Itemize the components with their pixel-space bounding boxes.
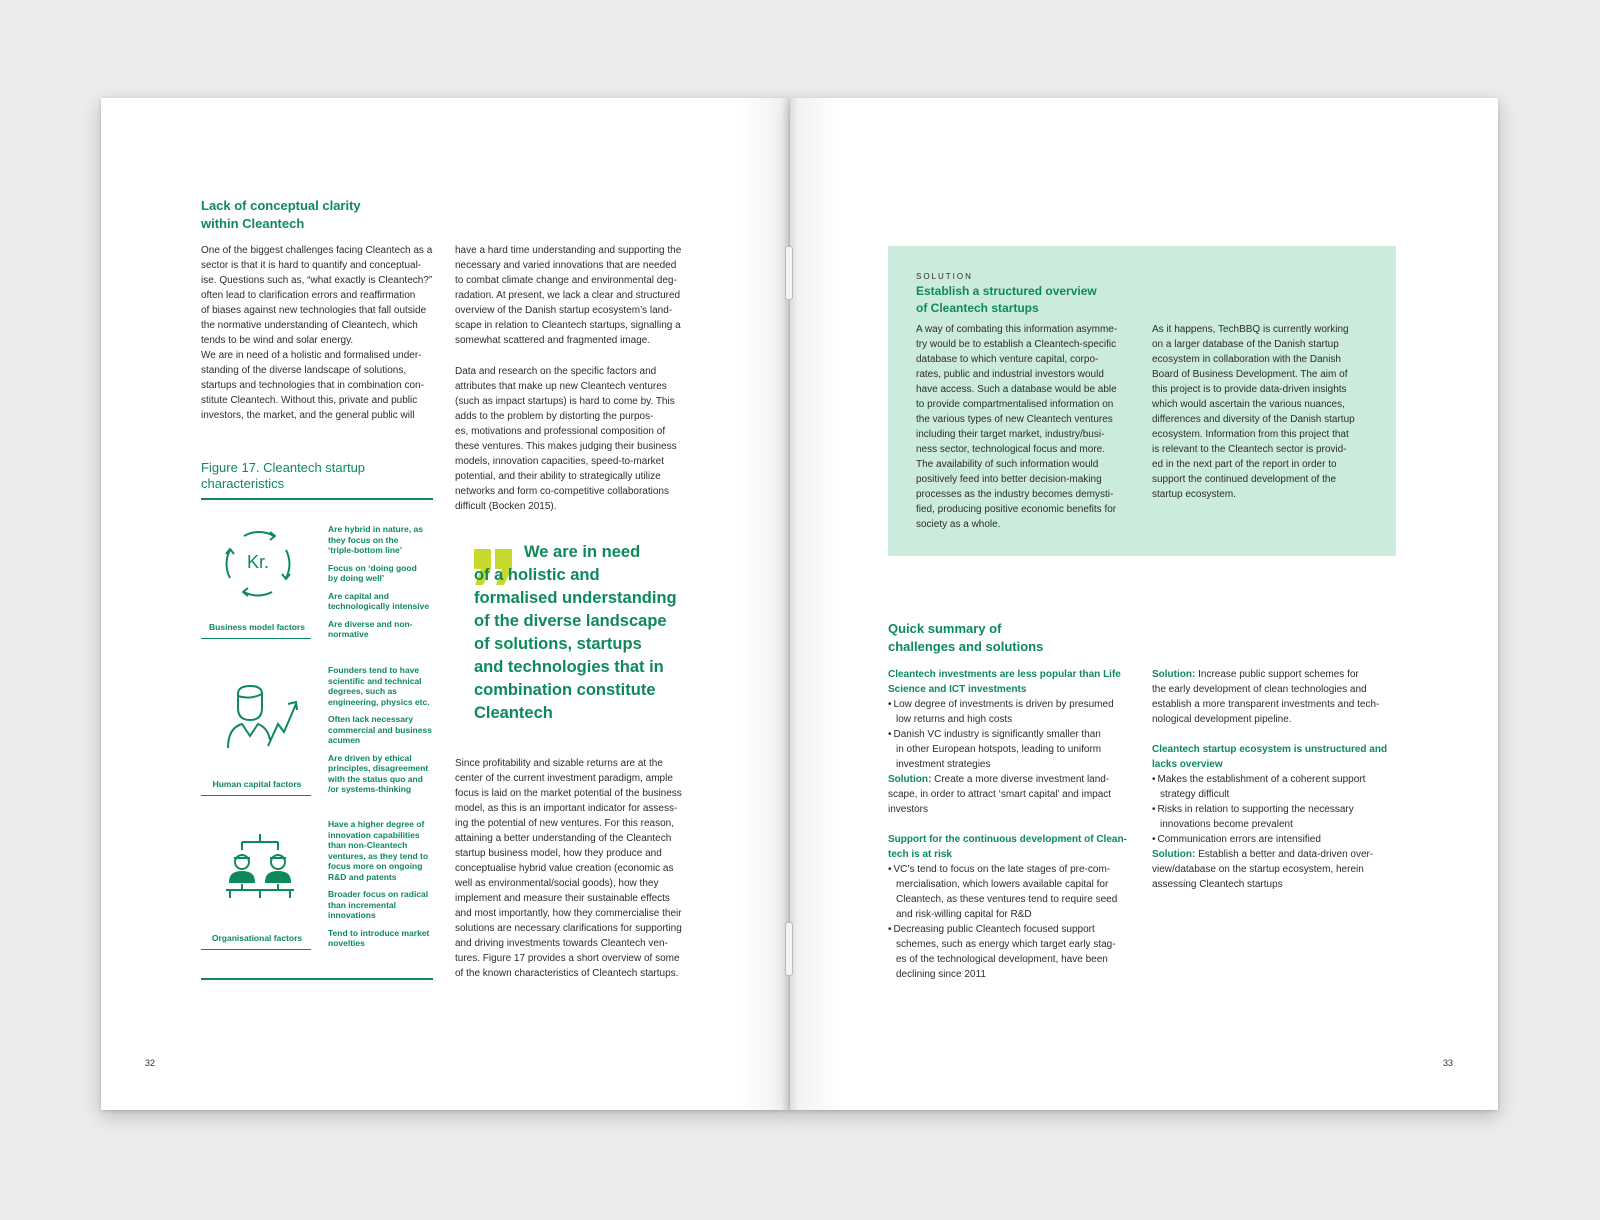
trait-item: Have a higher degree of innovation capabilities than non-Cleantech ventures, as they tend to focus more on ongoing R&D and patents xyxy=(328,819,429,882)
factor-label-organisational: Organisational factors xyxy=(211,933,303,943)
factor-underline xyxy=(201,949,311,950)
staple-bottom xyxy=(785,922,793,976)
bullet-item: • VC’s tend to focus on the late stages of pre-com- mercialisation, which lowers available capital for Cleantech, as these ventures tend to require seed and risk-willing capital for R&D xyxy=(888,862,1138,922)
solution-col2: As it happens, TechBBQ is currently working on a larger database of the Danish startup ecosystem in collaboration with the Danish Board of Business Development. The aim of this project is to provide data-driven insights which would ascertain the various nuances, differences and diversity of the Danish startup ecosystem. Information from this project that is relevant to the Cleantech sector is provid- ed in the next part of the report in order to support the continued development of the startup ecosystem. xyxy=(1152,324,1355,500)
summary-heading: Quick summary of challenges and solutions xyxy=(888,621,1044,654)
summary-col2 xyxy=(1152,667,1402,892)
solution-line: Solution: Establish a better and data-driven over- view/database on the startup ecosystem, herein assessing Cleantech startups xyxy=(1152,849,1374,890)
bullet-item: • Makes the establishment of a coherent support strategy difficult xyxy=(1152,772,1402,802)
solution-eyebrow: SOLUTION xyxy=(916,272,973,281)
solution-line: Solution: Increase public support schemes for the early development of clean technologies and establish a more transparent investments and tech- nological development pipeline. xyxy=(1152,669,1380,725)
figure-top-rule xyxy=(201,498,433,500)
challenge-bullets xyxy=(888,697,1138,772)
trait-item: Are diverse and non- normative xyxy=(328,618,413,639)
org-chart-icon xyxy=(224,832,296,904)
pull-quote: We are in need of a holistic and formalised understanding of the diverse landscape of solutions, startups and technologies that in combination constitute Cleantech xyxy=(474,543,677,722)
solution-box xyxy=(888,246,1396,556)
currency-cycle-icon: Kr. xyxy=(222,528,294,600)
trait-item: Broader focus on radical than incremental innovations xyxy=(328,889,429,920)
trait-item: Tend to introduce market novelties xyxy=(328,927,430,948)
challenge-title: Cleantech investments are less popular than Life Science and ICT investments xyxy=(888,669,1121,695)
intro-paragraph: One of the biggest challenges facing Cleantech as a sector is that it is hard to quantify and conceptual- ise. Questions such as, “what exactly is Cleantech?” often lead to clarification errors and reaffirmation of biases against new technologies that fall outside the normative understanding of Cleantech, which tends to be wind and solar energy. We are in need of a holistic and formalised under- standing of the diverse landscape of solutions, startups and technologies that in combination con- stitute Cleantech. Without this, private and public investors, the market, and the general public will xyxy=(201,245,433,421)
trait-item: Often lack necessary commercial and business acumen xyxy=(328,714,432,745)
section-heading: Lack of conceptual clarity within Cleantech xyxy=(201,198,361,231)
challenge-title: Cleantech startup ecosystem is unstructured and lacks overview xyxy=(1152,744,1388,770)
trait-item: Are capital and technologically intensive xyxy=(328,590,430,611)
challenge-title: Support for the continuous development of Clean- tech is at risk xyxy=(888,834,1127,860)
challenge-bullets xyxy=(888,862,1138,982)
bullet-item: • Communication errors are intensified xyxy=(1152,832,1402,847)
trait-item: Focus on ‘doing good by doing well’ xyxy=(328,562,417,583)
bullet-item: • Risks in relation to supporting the necessary innovations become prevalent xyxy=(1152,802,1402,832)
solution-title: Establish a structured overview of Cleantech startups xyxy=(916,284,1097,315)
figure-title: Figure 17. Cleantech startup characteristics xyxy=(201,460,366,491)
factor-underline xyxy=(201,638,311,639)
bullet-item: • Danish VC industry is significantly smaller than in other European hotspots, leading to uniform investment strategies xyxy=(888,727,1138,772)
factor-underline xyxy=(201,795,311,796)
challenge-bullets xyxy=(1152,772,1402,847)
trait-item: Founders tend to have scientific and technical degrees, such as engineering, physics etc. xyxy=(328,665,430,707)
figure-bottom-rule xyxy=(201,978,433,980)
body-paragraph-2: Data and research on the specific factors and attributes that make up new Cleantech ventures (such as impact startups) is hard to come by. This adds to the problem by distorting the purpos- es, motivations and professional composition of these ventures. This makes judging their business models, innovation capacities, speed-to-market potential, and their ability to strategically utilize networks and form co-competitive collaborations difficult (Bocken 2015). xyxy=(455,366,677,512)
trait-item: Are driven by ethical principles, disagreement with the status quo and /or systems-thinking xyxy=(328,752,429,794)
staple-top xyxy=(785,246,793,300)
body-paragraph-1: have a hard time understanding and supporting the necessary and varied innovations that are needed to combat climate change and environmental deg- radation. At present, we lack a clear and structured overview of the Danish startup ecosystem’s land- scape in relation to Cleantech startups, signalling a somewhat scattered and fragmented image. xyxy=(455,245,682,346)
summary-col1 xyxy=(888,667,1138,982)
trait-item: Are hybrid in nature, as they focus on the ‘triple-bottom line’ xyxy=(328,524,423,555)
factor-label-human: Human capital factors xyxy=(212,779,302,789)
solution-line: Solution: Create a more diverse investment land- scape, in order to attract ‘smart capital’ and impact investors xyxy=(888,774,1112,815)
page-number-left: 32 xyxy=(145,1058,156,1068)
business-traits xyxy=(328,524,443,647)
factor-label-business: Business model factors xyxy=(209,622,305,632)
org-traits xyxy=(328,819,443,956)
page-number-right: 33 xyxy=(1443,1058,1454,1068)
human-traits xyxy=(328,665,443,802)
bullet-item: • Low degree of investments is driven by presumed low returns and high costs xyxy=(888,697,1138,727)
bullet-item: • Decreasing public Cleantech focused support schemes, such as energy which target early stag- es of the technological development, have been declining since 2011 xyxy=(888,922,1138,982)
founder-growth-icon xyxy=(224,684,300,750)
body-paragraph-3: Since profitability and sizable returns are at the center of the current investment paradigm, ample focus is laid on the market potential of the business model, as this is an important indicator for assess- ing the potential of new ventures. For this reason, attaining a better understanding of the Cleantech startup business model, how they produce and conceptualise hybrid value creation (economic as well as environmental/social goods), how they implement and measure their sustainable effects and most importantly, how they commercialise their solutions are necessary clarifications for supporting and driving investments towards Cleantech ven- tures. Figure 17 provides a short overview of some of the known characteristics of Cleantech startups. xyxy=(455,758,682,979)
solution-col1: A way of combating this information asymme- try would be to establish a Cleantech-specific database to which venture capital, corpo- rates, public and industrial investors would have access. Such a database would be able to provide compartmentalised information on the various types of new Cleantech ventures including their target market, industry/busi- ness sector, technological focus and more. The availability of such information would positively feed into better decision-making processes as the industry becomes demysti- fied, producing positive economic benefits for society as a whole. xyxy=(916,324,1118,530)
